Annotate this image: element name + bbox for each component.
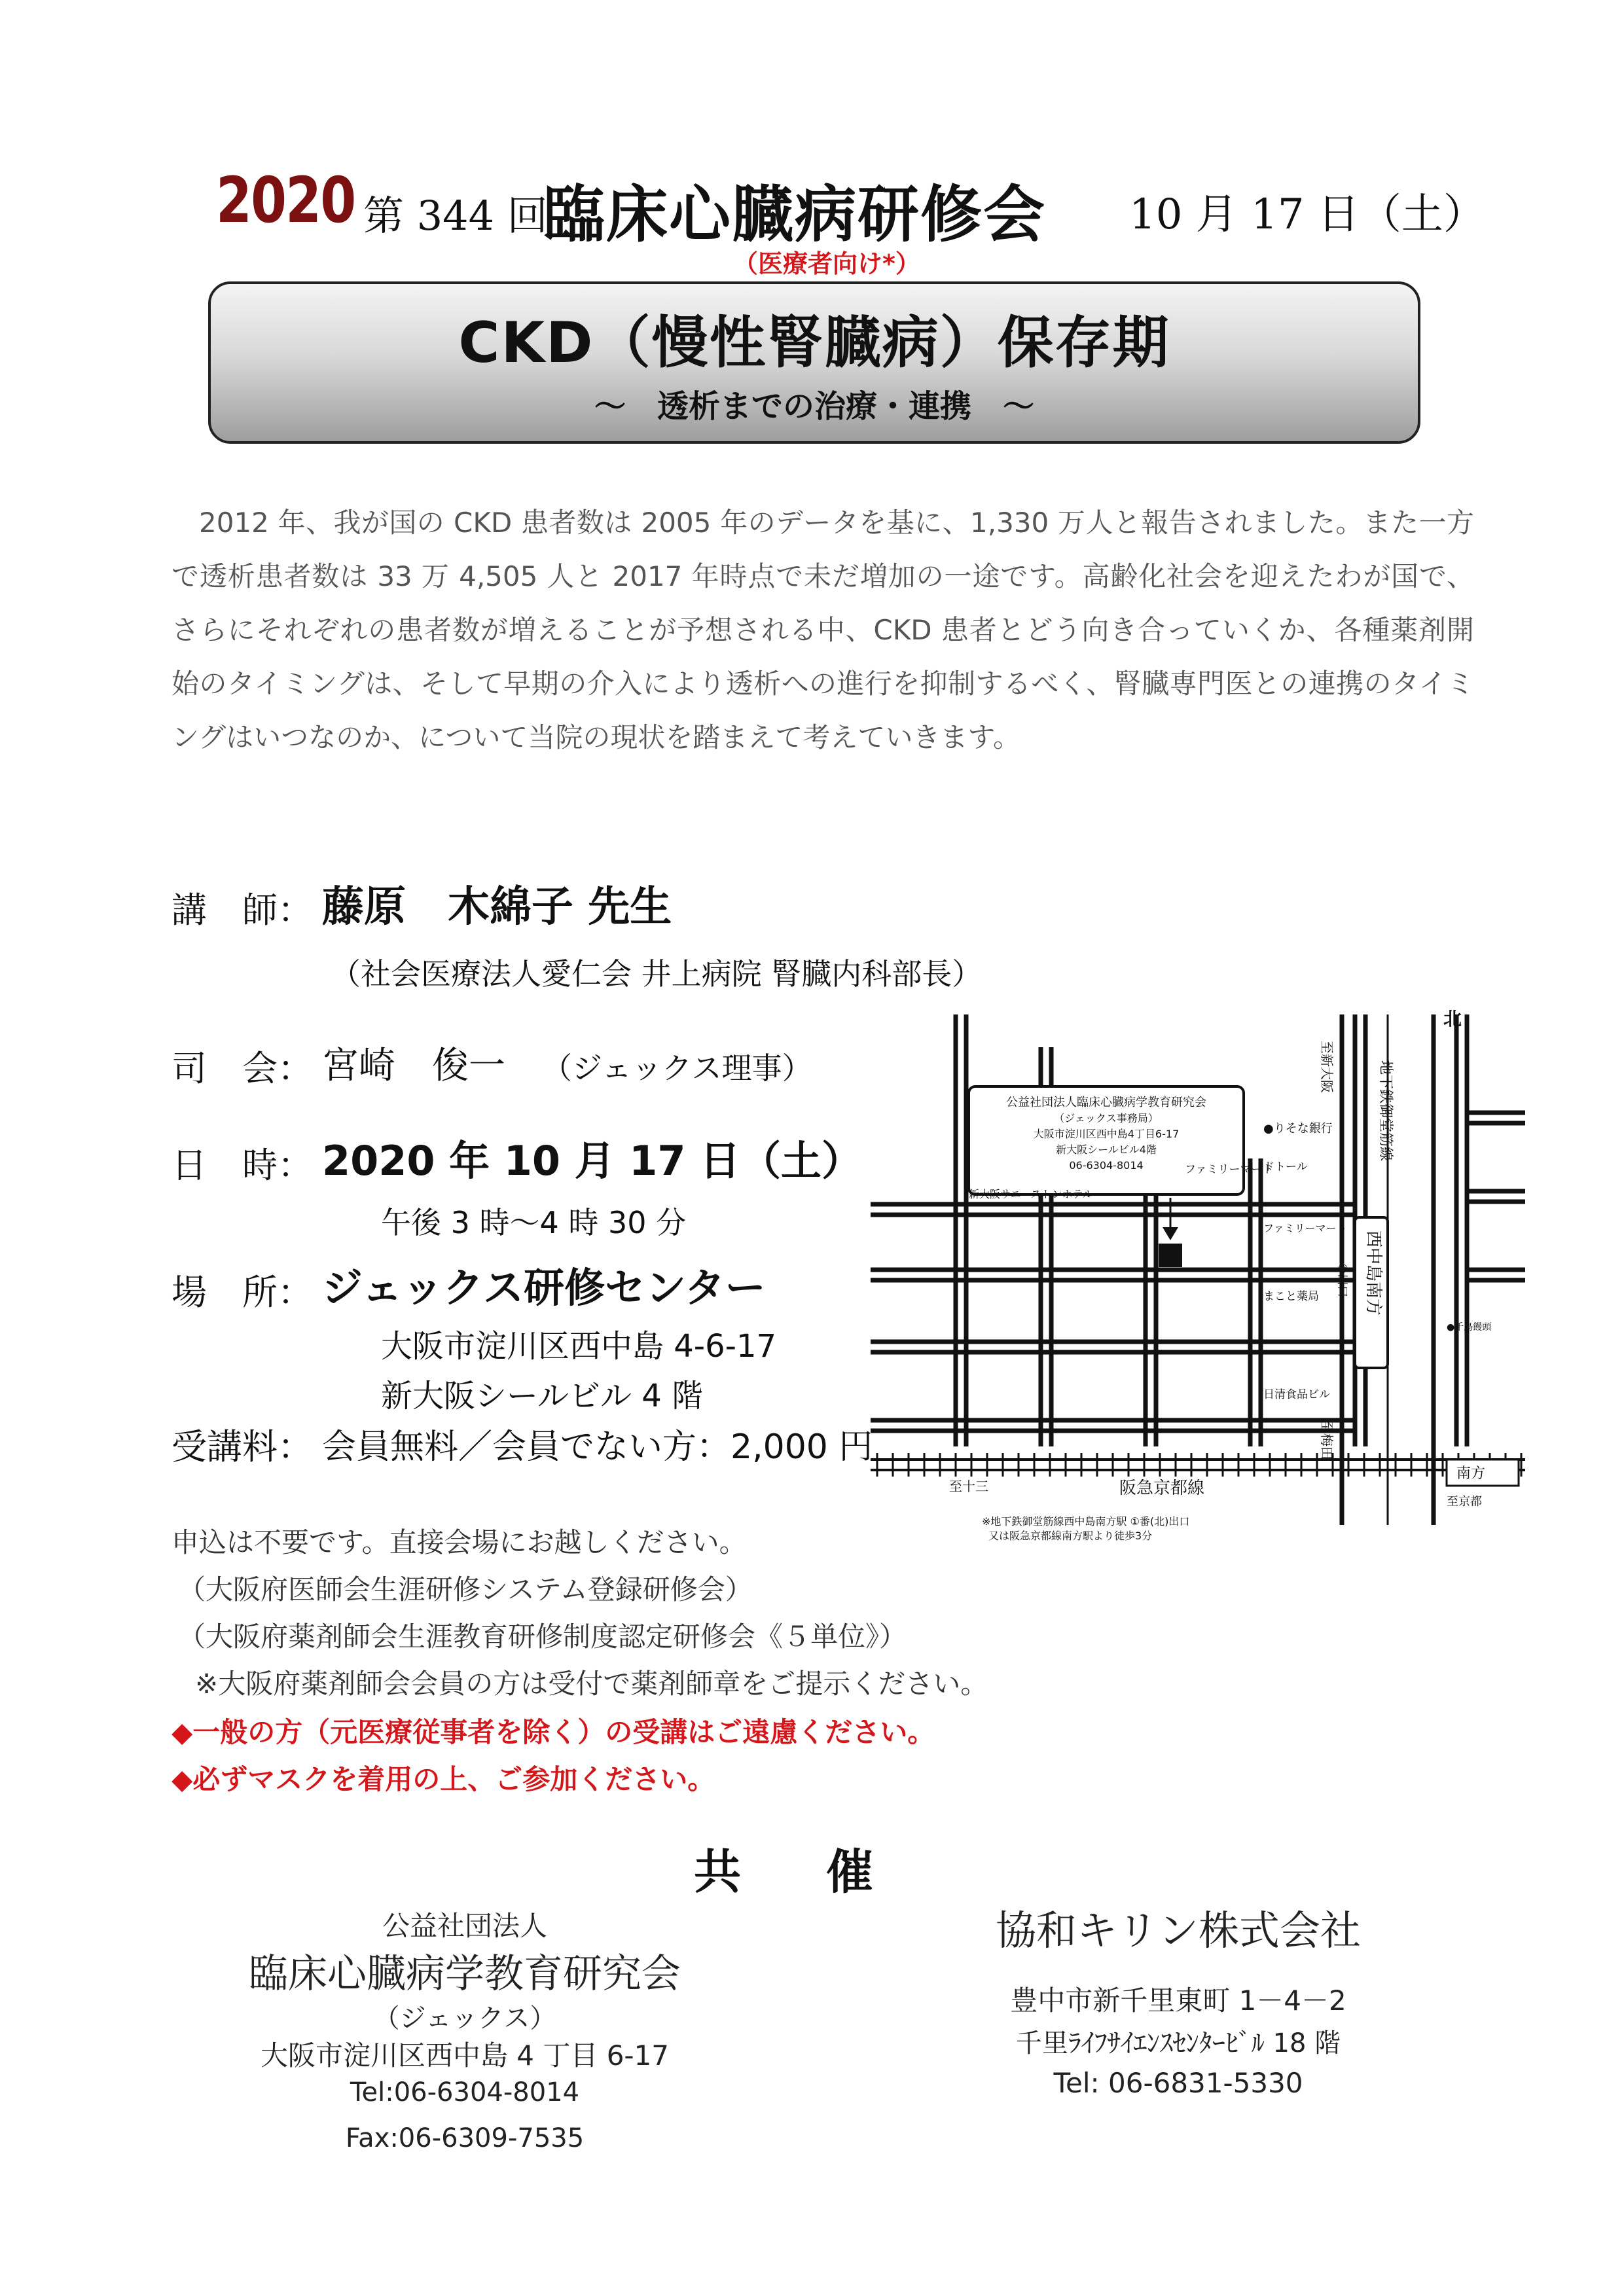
warning-general-public: ◆一般の方（元医療従事者を除く）の受講はご遠慮ください。	[171, 1716, 935, 1748]
map-resona: ●りそな銀行	[1263, 1122, 1333, 1136]
note-no-registration: 申込は不要です。直接会場にお越しください。	[171, 1526, 747, 1558]
map-exit: ①出口	[1335, 1263, 1349, 1298]
map-familymart2: ファミリーマート	[1263, 1222, 1347, 1234]
map-box-line4: 新大阪シールビル4階	[1056, 1143, 1157, 1156]
venue-address2: 新大阪シールビル 4 階	[381, 1378, 704, 1414]
header-year: 2020	[216, 164, 355, 237]
audience-note: （医療者向け*）	[733, 249, 920, 278]
map-to-kyoto: 至京都	[1447, 1495, 1482, 1509]
org1-short: （ジェックス）	[373, 2003, 556, 2034]
map-subway: 地下鉄御堂筋線	[1377, 1060, 1394, 1162]
header-date: 10 月 17 日（土）	[1129, 190, 1485, 239]
map-box-line2: （ジェックス事務局）	[1054, 1112, 1159, 1124]
moderator-role: （ジェックス理事）	[542, 1050, 812, 1086]
map-box-line3: 大阪市淀川区西中島4丁目6-17	[1033, 1128, 1180, 1140]
org2-name: 協和キリン株式会社	[995, 1907, 1361, 1954]
header-title: 臨床心臓病研修会	[543, 179, 1047, 251]
org2-address2: 千里ﾗｲﾌｻｲｴﾝｽｾﾝﾀｰﾋﾞﾙ 18 階	[1015, 2028, 1341, 2058]
map-footnote2: 又は阪急京都線南方駅より徒歩3分	[988, 1530, 1153, 1542]
map-box-line1: 公益社団法人臨床心臓病学教育研究会	[1006, 1096, 1206, 1109]
note-pharma-badge: ※大阪府薬剤師会会員の方は受付で薬剤師章をご提示ください。	[195, 1668, 988, 1700]
access-map	[871, 1001, 1525, 1564]
map-familymart1: ファミリーマート	[1185, 1163, 1274, 1176]
map-station: 西中島南方	[1363, 1230, 1383, 1316]
map-to-umeda: 至梅田	[1319, 1420, 1335, 1460]
org1-type: 公益社団法人	[382, 1910, 547, 1942]
map-minamikata: 南方	[1456, 1465, 1486, 1482]
datetime-date: 2020 年 10 月 17 日（土）	[322, 1137, 863, 1185]
moderator-name: 宮崎 俊一	[322, 1045, 505, 1087]
moderator-label: 司 会：	[171, 1048, 313, 1089]
venue-address1: 大阪市淀川区西中島 4-6-17	[381, 1328, 777, 1365]
org1-fax: Fax:06-6309-7535	[345, 2123, 585, 2153]
fee-label: 受講料：	[171, 1426, 313, 1467]
intro-paragraph: 2012 年、我が国の CKD 患者数は 2005 年のデータを基に、1,330 万人と報告されました。また一方で透析患者数は 33 万 4,505 人と 2017 年時点で未だ増加の一途です。高齢化社会を迎えたわが国で、さらにそれぞれの患者数が増えることが予想される中、CKD 患者とどう向き合っていくか、各種薬剤開始のタイミングは、そして早期の介入により透析への進行を抑制するべく、腎臓専門医との連携のタイミングはいつなのか、について当院の現状を踏まえて考えていきます。	[171, 507, 1474, 753]
map-footnote1: ※地下鉄御堂筋線西中島南方駅 ①番(北)出口	[982, 1515, 1190, 1528]
map-chishima: ●千鳥饅頭	[1447, 1322, 1492, 1333]
venue-name: ジェックス研修センター	[322, 1264, 766, 1312]
datetime-time: 午後 3 時～4 時 30 分	[381, 1205, 687, 1240]
map-hankyu: 阪急京都線	[1119, 1479, 1205, 1498]
fee-value: 会員無料／会員でない方：2,000 円	[322, 1427, 873, 1467]
venue-label: 場 所：	[171, 1272, 313, 1313]
map-box-line5: 06-6304-8014	[1069, 1159, 1144, 1172]
co-host-heading: 共催	[694, 1844, 959, 1899]
banner-subtitle: ～ 透析までの治療・連携 ～	[594, 388, 1034, 425]
org1-tel: Tel:06-6304-8014	[350, 2077, 580, 2108]
note-osaka-medical: （大阪府医師会生涯研修システム登録研修会）	[178, 1573, 753, 1605]
map-to-shin-osaka: 至新大阪	[1319, 1041, 1335, 1093]
map-hotel: 新大阪サニーストンホテル	[969, 1188, 1093, 1200]
org1-address: 大阪市淀川区西中島 4 丁目 6-17	[260, 2039, 670, 2072]
topic-banner	[208, 281, 1420, 444]
org1-name: 臨床心臓病学教育研究会	[249, 1951, 681, 1997]
header-edition: 第 344 回	[363, 192, 548, 240]
map-makoto: まこと薬局	[1263, 1290, 1319, 1303]
map-to-jusou: 至十三	[949, 1479, 988, 1494]
lecturer-affiliation: （社会医療法人愛仁会 井上病院 腎臓内科部長）	[331, 956, 983, 992]
map-nisshin: 日清食品ビル	[1263, 1388, 1330, 1401]
lecturer-label: 講 師：	[171, 889, 313, 931]
note-osaka-pharma: （大阪府薬剤師会生涯教育研修制度認定研修会《５単位》）	[178, 1621, 907, 1653]
datetime-label: 日 時：	[171, 1145, 313, 1186]
org2-address1: 豊中市新千里東町 1－4－2	[1010, 1984, 1346, 2017]
map-doutor: ドトール	[1263, 1160, 1308, 1174]
map-north: 北	[1443, 1008, 1462, 1030]
org2-tel: Tel: 06-6831-5330	[1053, 2067, 1303, 2099]
banner-title: CKD（慢性腎臓病）保存期	[458, 310, 1170, 376]
lecturer-name: 藤原 木綿子 先生	[322, 883, 672, 931]
warning-mask: ◆必ずマスクを着用の上、ご参加ください。	[171, 1763, 715, 1795]
